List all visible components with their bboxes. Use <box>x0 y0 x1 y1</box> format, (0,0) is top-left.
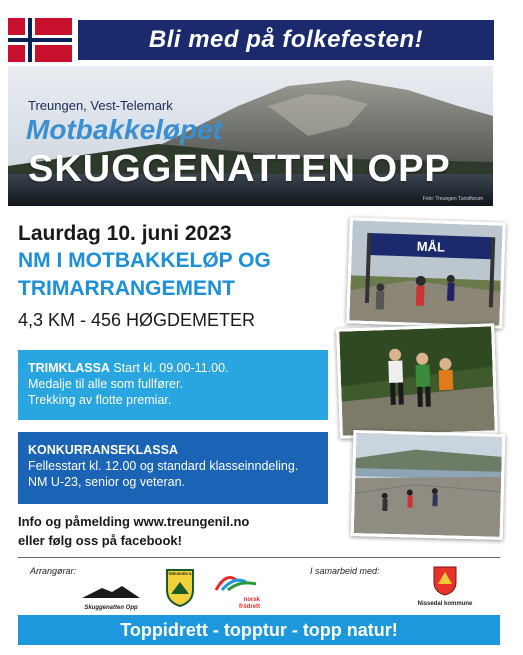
norwegian-flag-icon <box>8 18 72 62</box>
championship-heading <box>18 247 271 303</box>
event-date: Laurdag 10. juni 2023 <box>18 222 232 245</box>
norsk-friidrett-logo <box>212 570 260 608</box>
finish-line-photo <box>346 217 506 328</box>
event-type-text: Motbakkeløpet <box>26 114 223 145</box>
skuggenatten-logo <box>78 584 144 610</box>
championship-line-1: NM I MOTBAKKELØP OG <box>18 249 271 272</box>
headline-banner: Bli med på folkefesten! <box>78 20 494 60</box>
collaboration-label: I samarbeid med: <box>310 566 380 576</box>
event-title: SKUGGENATTEN OPP <box>28 148 451 190</box>
photo-credit: Foto: Treungen Turistforum <box>422 196 483 202</box>
trim-line-3: Trekking av flotte premiar. <box>28 393 172 407</box>
info-line-2: eller følg oss på facebook! <box>18 533 182 548</box>
distance-text: 4,3 KM - 456 HØGDEMETER <box>18 310 256 330</box>
treungen-il-logo-text: TREUNGEN IL <box>168 572 192 576</box>
location-text: Treungen, Vest-Telemark <box>28 98 173 113</box>
norsk-friidrett-line-2: friidrett <box>239 604 260 610</box>
treungen-il-logo <box>165 568 195 608</box>
trim-title: TRIMKLASSA <box>28 361 110 375</box>
mountain-slope-photo <box>351 430 506 540</box>
organizer-label: Arrangørar: <box>30 566 77 576</box>
norsk-friidrett-line-1: norsk <box>243 597 260 603</box>
info-line-1: Info og påmelding www.treungenil.no <box>18 514 250 529</box>
hero-image <box>8 66 493 206</box>
nissedal-kommune-text: Nissedal kommune <box>417 601 473 607</box>
competition-title: KONKURRANSEKLASSA <box>28 443 179 457</box>
runners-photo <box>336 323 498 438</box>
nissedal-kommune-logo <box>410 566 480 608</box>
trim-line-2: Medalje til alle som fullfører. <box>28 377 183 391</box>
championship-line-2: TRIMARRANGEMENT <box>18 277 235 300</box>
competition-line-2: NM U-23, senior og veteran. <box>28 475 186 489</box>
footer-slogan-bar: Toppidrett - topptur - topp natur! <box>18 615 500 645</box>
competition-line-1: Fellesstart kl. 12.00 og standard klasseinndeling. <box>28 459 299 473</box>
finish-banner-text: MÅL <box>416 238 446 255</box>
divider <box>18 557 500 558</box>
info-text <box>18 512 249 550</box>
trim-start: Start kl. 09.00-11.00. <box>109 361 229 375</box>
trim-class-box <box>18 350 328 420</box>
competition-class-box <box>18 432 328 504</box>
skuggenatten-logo-text: Skuggenatten Opp <box>84 605 138 611</box>
